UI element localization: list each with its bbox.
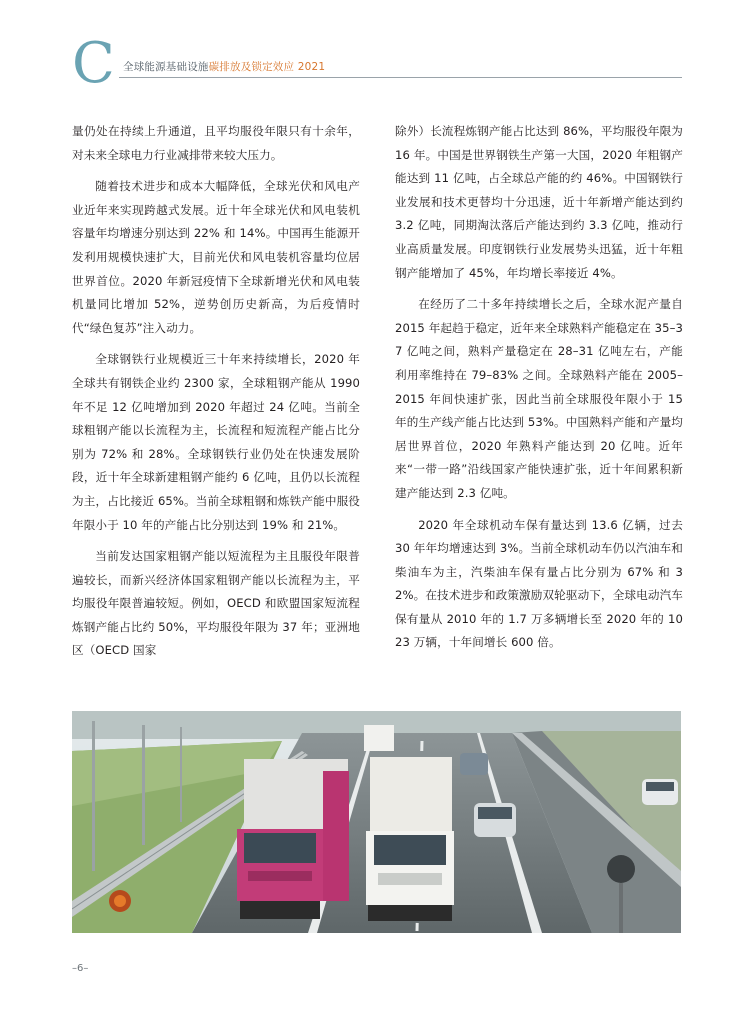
chapter-letter-logo xyxy=(70,36,120,88)
left-text-column xyxy=(72,120,360,671)
page-number: –6– xyxy=(72,963,89,974)
paragraph: 全球钢铁行业规模近三十年来持续增长，2020 年全球共有钢铁企业约 2300 家，全球粗钢产能从 1990 年不足 12 亿吨增加到 2020 年超过 24 亿吨。当前全球粗钢产能以长流程为主，长流程和短流程产能占比分别为 72% 和 28%。全球钢铁行业仍处在快速发展阶段，近十年全球新建粗钢产能约 6 亿吨，且仍以长流程为主，占比接近 65%。当前全球粗钢和炼铁产能中服役年限小于 10 年的产能占比分别达到 19% 和 21%。 xyxy=(72,352,360,532)
paragraph: 量仍处在持续上升通道，且平均服役年限只有十余年，对未来全球电力行业减排带来较大压力。 xyxy=(72,124,360,162)
running-header-title xyxy=(123,59,325,74)
paragraph: 除外）长流程炼钢产能占比达到 86%，平均服役年限为 16 年。中国是世界钢铁生产第一大国，2020 年粗钢产能达到 11 亿吨，占全球总产能的约 46%。中国钢铁行业发展和技术更替均十分迅速，近十年新增产能达到约 3.2 亿吨，同期淘汰落后产能达到约 3.3 亿吨，推动行业高质量发展。印度钢铁行业发展势头迅猛，近十年粗钢产能增加了 45%，年均增长率接近 4%。 xyxy=(395,124,683,280)
running-header-title-main: 全球能源基础设施 xyxy=(123,61,209,73)
highway-illustration xyxy=(72,711,681,933)
paragraph: 2020 年全球机动车保有量达到 13.6 亿辆，过去 30 年年均增速达到 3%。当前全球机动车仍以汽油车和柴油车为主，汽柴油车保有量占比分别为 67% 和 32%。在技术进步和政策激励双轮驱动下，全球电动汽车保有量从 2010 年的 1.7 万多辆增长至 2020 年的 1023 万辆，十年间增长 600 倍。 xyxy=(395,517,683,650)
paragraph: 当前发达国家粗钢产能以短流程为主且服役年限普遍较长，而新兴经济体国家粗钢产能以长流程为主，平均服役年限普遍较短。例如，OECD 和欧盟国家短流程炼钢产能占比约 50%，平均服役年限为 37 年；亚洲地区（OECD 国家 xyxy=(72,549,360,658)
paragraph: 在经历了二十多年持续增长之后，全球水泥产量自 2015 年起趋于稳定，近年来全球熟料产能稳定在 35–37 亿吨之间，熟料产量稳定在 28–31 亿吨左右，产能利用率维持在 79–83% 之间。全球熟料产能在 2005–2015 年间快速扩张，因此当前全球服役年限小于 15 年的生产线产能占比达到 53%。中国熟料产能和产量均居世界首位，2020 年熟料产能达到 20 亿吨。近年来“一带一路”沿线国家产能快速扩张，近十年间累积新建产能达到 2.3 亿吨。 xyxy=(395,297,683,500)
right-text-column xyxy=(395,120,683,663)
svg-text:C: C xyxy=(72,36,115,88)
highway-trucks-photo xyxy=(72,711,681,933)
paragraph: 随着技术进步和成本大幅降低，全球光伏和风电产业近年来实现跨越式发展。近十年全球光伏和风电装机容量年均增速分别达到 22% 和 14%。中国再生能源开发利用规模快速扩大，目前光伏和风电装机容量均位居世界首位。2020 年新冠疫情下全球新增光伏和风电装机量同比增加 52%，逆势创历史新高，为后疫情时代“绿色复苏”注入动力。 xyxy=(72,179,360,335)
header-divider xyxy=(119,77,682,78)
running-header-title-sub: 碳排放及锁定效应 2021 xyxy=(208,61,326,73)
